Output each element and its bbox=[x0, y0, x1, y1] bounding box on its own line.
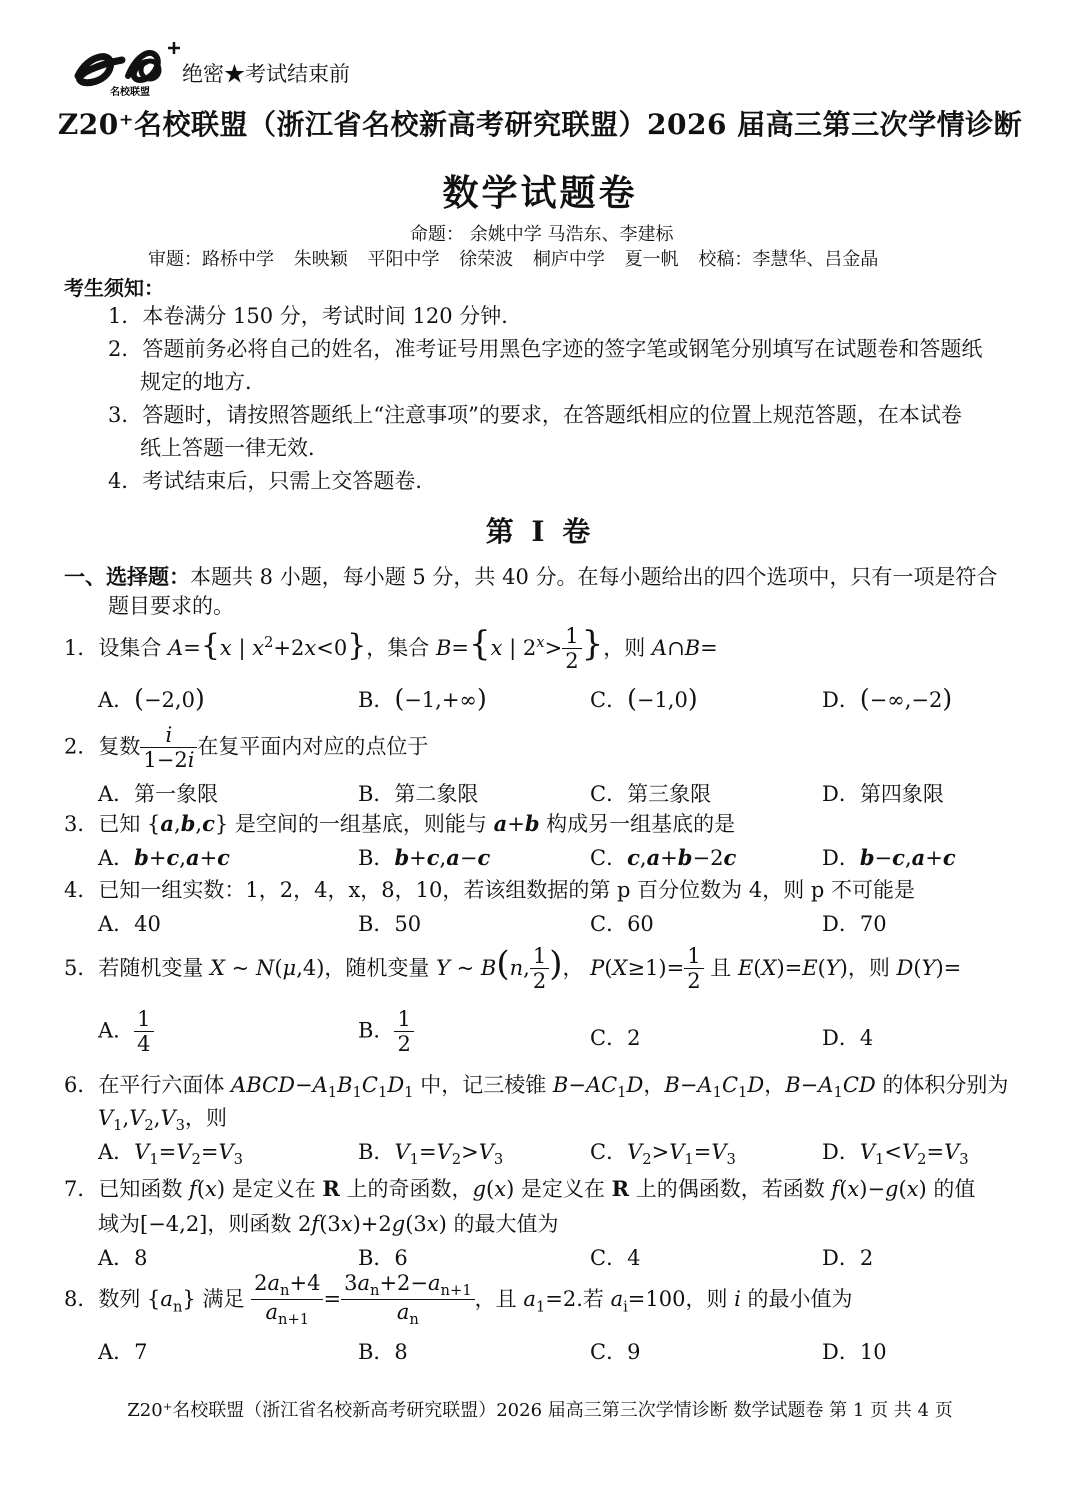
q2-option-b[interactable]: B．第二象限 bbox=[358, 782, 479, 806]
section-title: 第 I 卷 bbox=[485, 515, 595, 548]
q2-stem: 在复平面内对应的点位于 bbox=[197, 734, 429, 759]
part-desc: 本题共 8 小题，每小题 5 分，共 40 分。在每小题给出的四个选项中，只有一项是符合 bbox=[190, 565, 998, 589]
question-1: 1．设集合 A={x | $x^2+2x<0$}，集合 B={x | $2^x>$ $\frac{1}{2}$ }，则 A∩B= bbox=[64, 624, 718, 674]
q6-option-c[interactable]: C．$V_2>V_1=V_3$ bbox=[590, 1140, 736, 1169]
page-footer: Z20⁺名校联盟（浙江省名校新高考研究联盟）2026 届高三第三次学情诊断 数学试题卷 第 1 页 共 4 页 bbox=[127, 1400, 953, 1421]
part-instruction bbox=[64, 561, 998, 591]
question-3: 3．已知 {a,b,c} 是空间的一组基底，则能与 a+b 构成另一组基底的是 bbox=[64, 811, 736, 836]
q4-option-b[interactable]: B．50 bbox=[358, 912, 422, 936]
q8-option-d[interactable]: D．10 bbox=[822, 1340, 887, 1364]
part-label: 一、选择题： bbox=[64, 564, 190, 589]
q5-option-c[interactable]: C．2 bbox=[590, 1026, 641, 1050]
q2-option-a[interactable]: A．第一象限 bbox=[98, 782, 219, 806]
q1-option-d[interactable]: D．(−∞,−2) bbox=[822, 684, 953, 713]
notice-item-3: 3．答题时，请按照答题纸上“注意事项”的要求，在答题纸相应的位置上规范答题，在本试卷 bbox=[108, 403, 962, 427]
alliance-logo bbox=[70, 36, 188, 98]
q6-option-d[interactable]: D．$V_1<V_2=V_3$ bbox=[822, 1140, 969, 1169]
notice-item-2: 2．答题前务必将自己的姓名，准考证号用黑色字迹的签字笔或钢笔分别填写在试题卷和答题纸 bbox=[108, 337, 983, 361]
question-8: 8．数列 $\{a_n\}$ 满足 $\frac{2a_n+4}{a_{n+1}}$ = $\frac{3a_n+2-a_{n+1}}{a_n}$ ，且 $a_1=2$.若 $a_i=100$，则 i 的最小值为 bbox=[64, 1271, 853, 1329]
q5-option-a[interactable]: A． $\frac{1}{4}$ bbox=[98, 1008, 154, 1056]
q4-option-c[interactable]: C．60 bbox=[590, 912, 654, 936]
notice-item-4: 4．考试结束后，只需上交答题卷． bbox=[108, 469, 437, 493]
q5-option-b[interactable]: B． $\frac{1}{2}$ bbox=[358, 1008, 414, 1056]
proposers-line: 命题： 余姚中学 马浩东、李建标 bbox=[410, 224, 674, 245]
notice-item-2-cont: 规定的地方． bbox=[140, 370, 266, 394]
q8-option-a[interactable]: A．7 bbox=[98, 1340, 148, 1364]
exam-title: Z20⁺名校联盟（浙江省名校新高考研究联盟）2026 届高三第三次学情诊断 bbox=[57, 108, 1023, 141]
q3-option-d[interactable]: D．b−c,a+c bbox=[822, 845, 956, 870]
q1-option-a[interactable]: A．(−2,0) bbox=[98, 684, 205, 713]
q3-option-a[interactable]: A．b+c,a+c bbox=[98, 845, 230, 870]
logo-text: 名校联盟 bbox=[110, 87, 150, 98]
q4-option-d[interactable]: D．70 bbox=[822, 912, 887, 936]
q2-option-d[interactable]: D．第四象限 bbox=[822, 782, 944, 806]
question-2: 2．复数 $\frac{i}{1-2i}$ 在复平面内对应的点位于 bbox=[64, 723, 429, 773]
q7-option-b[interactable]: B．6 bbox=[358, 1246, 408, 1270]
question-6-cont: $V_1,V_2,V_3$，则 bbox=[98, 1106, 227, 1135]
reviewers-line: 审题：路桥中学 朱映颖 平阳中学 徐荣波 桐庐中学 夏一帆 校稿：李慧华、吕金晶 bbox=[148, 249, 879, 270]
q7-option-a[interactable]: A．8 bbox=[98, 1246, 148, 1270]
q5-option-d[interactable]: D．4 bbox=[822, 1026, 874, 1050]
q4-option-a[interactable]: A．40 bbox=[98, 912, 161, 936]
question-5: 5．若随机变量 X ~ N(μ,4)，随机变量 Y ~ B(n, $\frac{1}{2}$ )， P(X≥1)= $\frac{1}{2}$ 且 E(X)=E(Y)，则 D(Y)= bbox=[64, 944, 962, 994]
q6-option-a[interactable]: A．$V_1=V_2=V_3$ bbox=[98, 1140, 243, 1169]
question-7-cont: 域为[−4,2]，则函数 2f(3x)+2g(3x) 的最大值为 bbox=[98, 1212, 559, 1236]
q1-option-c[interactable]: C．(−1,0) bbox=[590, 684, 698, 713]
q8-option-b[interactable]: B．8 bbox=[358, 1340, 408, 1364]
q7-option-c[interactable]: C．4 bbox=[590, 1246, 641, 1270]
notice-item-3-cont: 纸上答题一律无效． bbox=[140, 436, 329, 460]
confidential-mark: 绝密★考试结束前 bbox=[182, 62, 350, 86]
question-7: 7．已知函数 f(x) 是定义在 R 上的奇函数，g(x) 是定义在 R 上的偶函数，若函数 f(x)−g(x) 的值 bbox=[64, 1176, 976, 1201]
q7-option-d[interactable]: D．2 bbox=[822, 1246, 874, 1270]
q6-option-b[interactable]: B．$V_1=V_2>V_3$ bbox=[358, 1140, 504, 1169]
part-desc-cont: 题目要求的。 bbox=[108, 594, 234, 618]
question-4: 4．已知一组实数：1，2，4，x，8，10，若该组数据的第 p 百分位数为 4，则 p 不可能是 bbox=[64, 878, 915, 902]
notice-item-1: 1．本卷满分 150 分，考试时间 120 分钟． bbox=[108, 304, 523, 328]
q3-option-b[interactable]: B．b+c,a−c bbox=[358, 845, 491, 870]
q3-option-c[interactable]: C．c,a+b−2c bbox=[590, 845, 737, 870]
question-6: 6．在平行六面体 $ABCD-A_1B_1C_1D_1$ 中，记三棱锥 $B-AC_1D$，$B-A_1C_1D$，$B-A_1CD$ 的体积分别为 bbox=[64, 1073, 1009, 1102]
q8-option-c[interactable]: C．9 bbox=[590, 1340, 641, 1364]
q1-option-b[interactable]: B．(−1,+∞) bbox=[358, 684, 487, 713]
q2-option-c[interactable]: C．第三象限 bbox=[590, 782, 712, 806]
notice-heading: 考生须知： bbox=[64, 276, 164, 300]
subject-title: 数学试题卷 bbox=[442, 172, 638, 214]
